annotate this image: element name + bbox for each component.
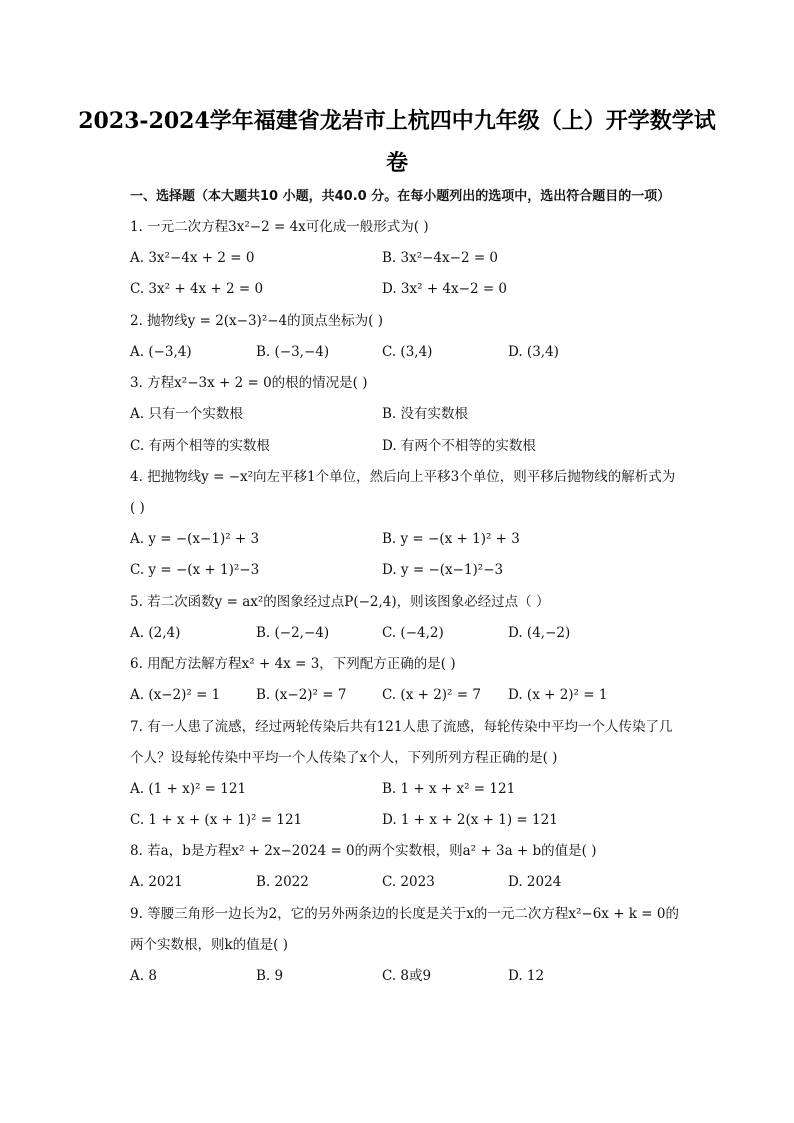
question-7-option-a: A. (1 + x)² = 121 xyxy=(130,781,247,797)
question-3-option-a: A. 只有一个实数根 xyxy=(130,406,243,422)
question-7-option-c: C. 1 + x + (x + 1)² = 121 xyxy=(130,812,303,828)
question-4-option-c: C. y = −(x + 1)²−3 xyxy=(130,562,260,578)
question-4-stem: 4. 把抛物线y = −x²向左平移1个单位，然后向上平移3个单位，则平移后抛物线的解析式为 xyxy=(130,469,676,485)
question-3-stem: 3. 方程x²−3x + 2 = 0的根的情况是( ) xyxy=(130,375,368,391)
question-3-option-c: C. 有两个相等的实数根 xyxy=(130,438,270,454)
question-6-option-d: D. (x + 2)² = 1 xyxy=(508,687,608,703)
question-1-stem: 1. 一元二次方程3x²−2 = 4x可化成一般形式为( ) xyxy=(130,219,429,235)
question-6-option-c: C. (x + 2)² = 7 xyxy=(382,687,481,703)
question-9-stem: 9. 等腰三角形一边长为2，它的另外两条边的长度是关于x的一元二次方程x²−6x + k = 0的 xyxy=(130,906,679,922)
question-5-option-c: C. (−4,2) xyxy=(382,625,444,641)
question-9-option-a: A. 8 xyxy=(130,968,157,984)
page-title-line-2: 卷 xyxy=(385,150,408,176)
question-1-option-d: D. 3x² + 4x−2 = 0 xyxy=(382,281,508,297)
question-7-stem-continued: 个人？设每轮传染中平均一个人传染了x个人，下列所列方程正确的是( ) xyxy=(130,750,558,766)
question-5-stem: 5. 若二次函数y = ax²的图象经过点P(−2,4)，则该图象必经过点（ ） xyxy=(130,594,550,610)
question-4-option-d: D. y = −(x−1)²−3 xyxy=(382,562,504,578)
question-2-option-a: A. (−3,4) xyxy=(130,344,192,360)
question-1-option-b: B. 3x²−4x−2 = 0 xyxy=(382,250,499,266)
question-4-option-b: B. y = −(x + 1)² + 3 xyxy=(382,531,520,547)
question-8-option-d: D. 2024 xyxy=(508,874,562,890)
question-9-option-b: B. 9 xyxy=(256,968,284,984)
question-9-option-d: D. 12 xyxy=(508,968,545,984)
question-8-option-a: A. 2021 xyxy=(130,874,183,890)
question-1-option-c: C. 3x² + 4x + 2 = 0 xyxy=(130,281,264,297)
question-3-option-b: B. 没有实数根 xyxy=(382,406,469,422)
question-9-option-c: C. 8或9 xyxy=(382,968,432,984)
question-5-option-d: D. (4,−2) xyxy=(508,625,571,641)
question-4-option-a: A. y = −(x−1)² + 3 xyxy=(130,531,260,547)
question-6-stem: 6. 用配方法解方程x² + 4x = 3，下列配方正确的是( ) xyxy=(130,656,456,672)
question-5-option-b: B. (−2,−4) xyxy=(256,625,330,641)
question-9-stem-continued: 两个实数根，则k的值是( ) xyxy=(130,937,289,953)
question-6-option-a: A. (x−2)² = 1 xyxy=(130,687,221,703)
section-heading: 一、选择题（本大题共10 小题，共40.0 分。在每小题列出的选项中，选出符合题目的一项） xyxy=(130,189,671,204)
question-2-option-b: B. (−3,−4) xyxy=(256,344,330,360)
question-5-option-a: A. (2,4) xyxy=(130,625,181,641)
question-3-option-d: D. 有两个不相等的实数根 xyxy=(382,438,536,454)
question-4-stem-continued: ( ) xyxy=(130,500,145,516)
question-7-stem: 7. 有一人患了流感，经过两轮传染后共有121人患了流感，每轮传染中平均一个人传染了几 xyxy=(130,719,673,735)
question-2-stem: 2. 抛物线y = 2(x−3)²−4的顶点坐标为( ) xyxy=(130,313,383,329)
question-2-option-d: D. (3,4) xyxy=(508,344,559,360)
question-2-option-c: C. (3,4) xyxy=(382,344,433,360)
question-6-option-b: B. (x−2)² = 7 xyxy=(256,687,347,703)
page-title-line-1: 2023-2024学年福建省龙岩市上杭四中九年级（上）开学数学试 xyxy=(78,108,716,134)
question-8-stem: 8. 若a，b是方程x² + 2x−2024 = 0的两个实数根，则a² + 3a + b的值是( ) xyxy=(130,843,597,859)
question-7-option-b: B. 1 + x + x² = 121 xyxy=(382,781,516,797)
question-7-option-d: D. 1 + x + 2(x + 1) = 121 xyxy=(382,812,558,828)
question-1-option-a: A. 3x²−4x + 2 = 0 xyxy=(130,250,255,266)
question-8-option-c: C. 2023 xyxy=(382,874,435,890)
question-8-option-b: B. 2022 xyxy=(256,874,309,890)
